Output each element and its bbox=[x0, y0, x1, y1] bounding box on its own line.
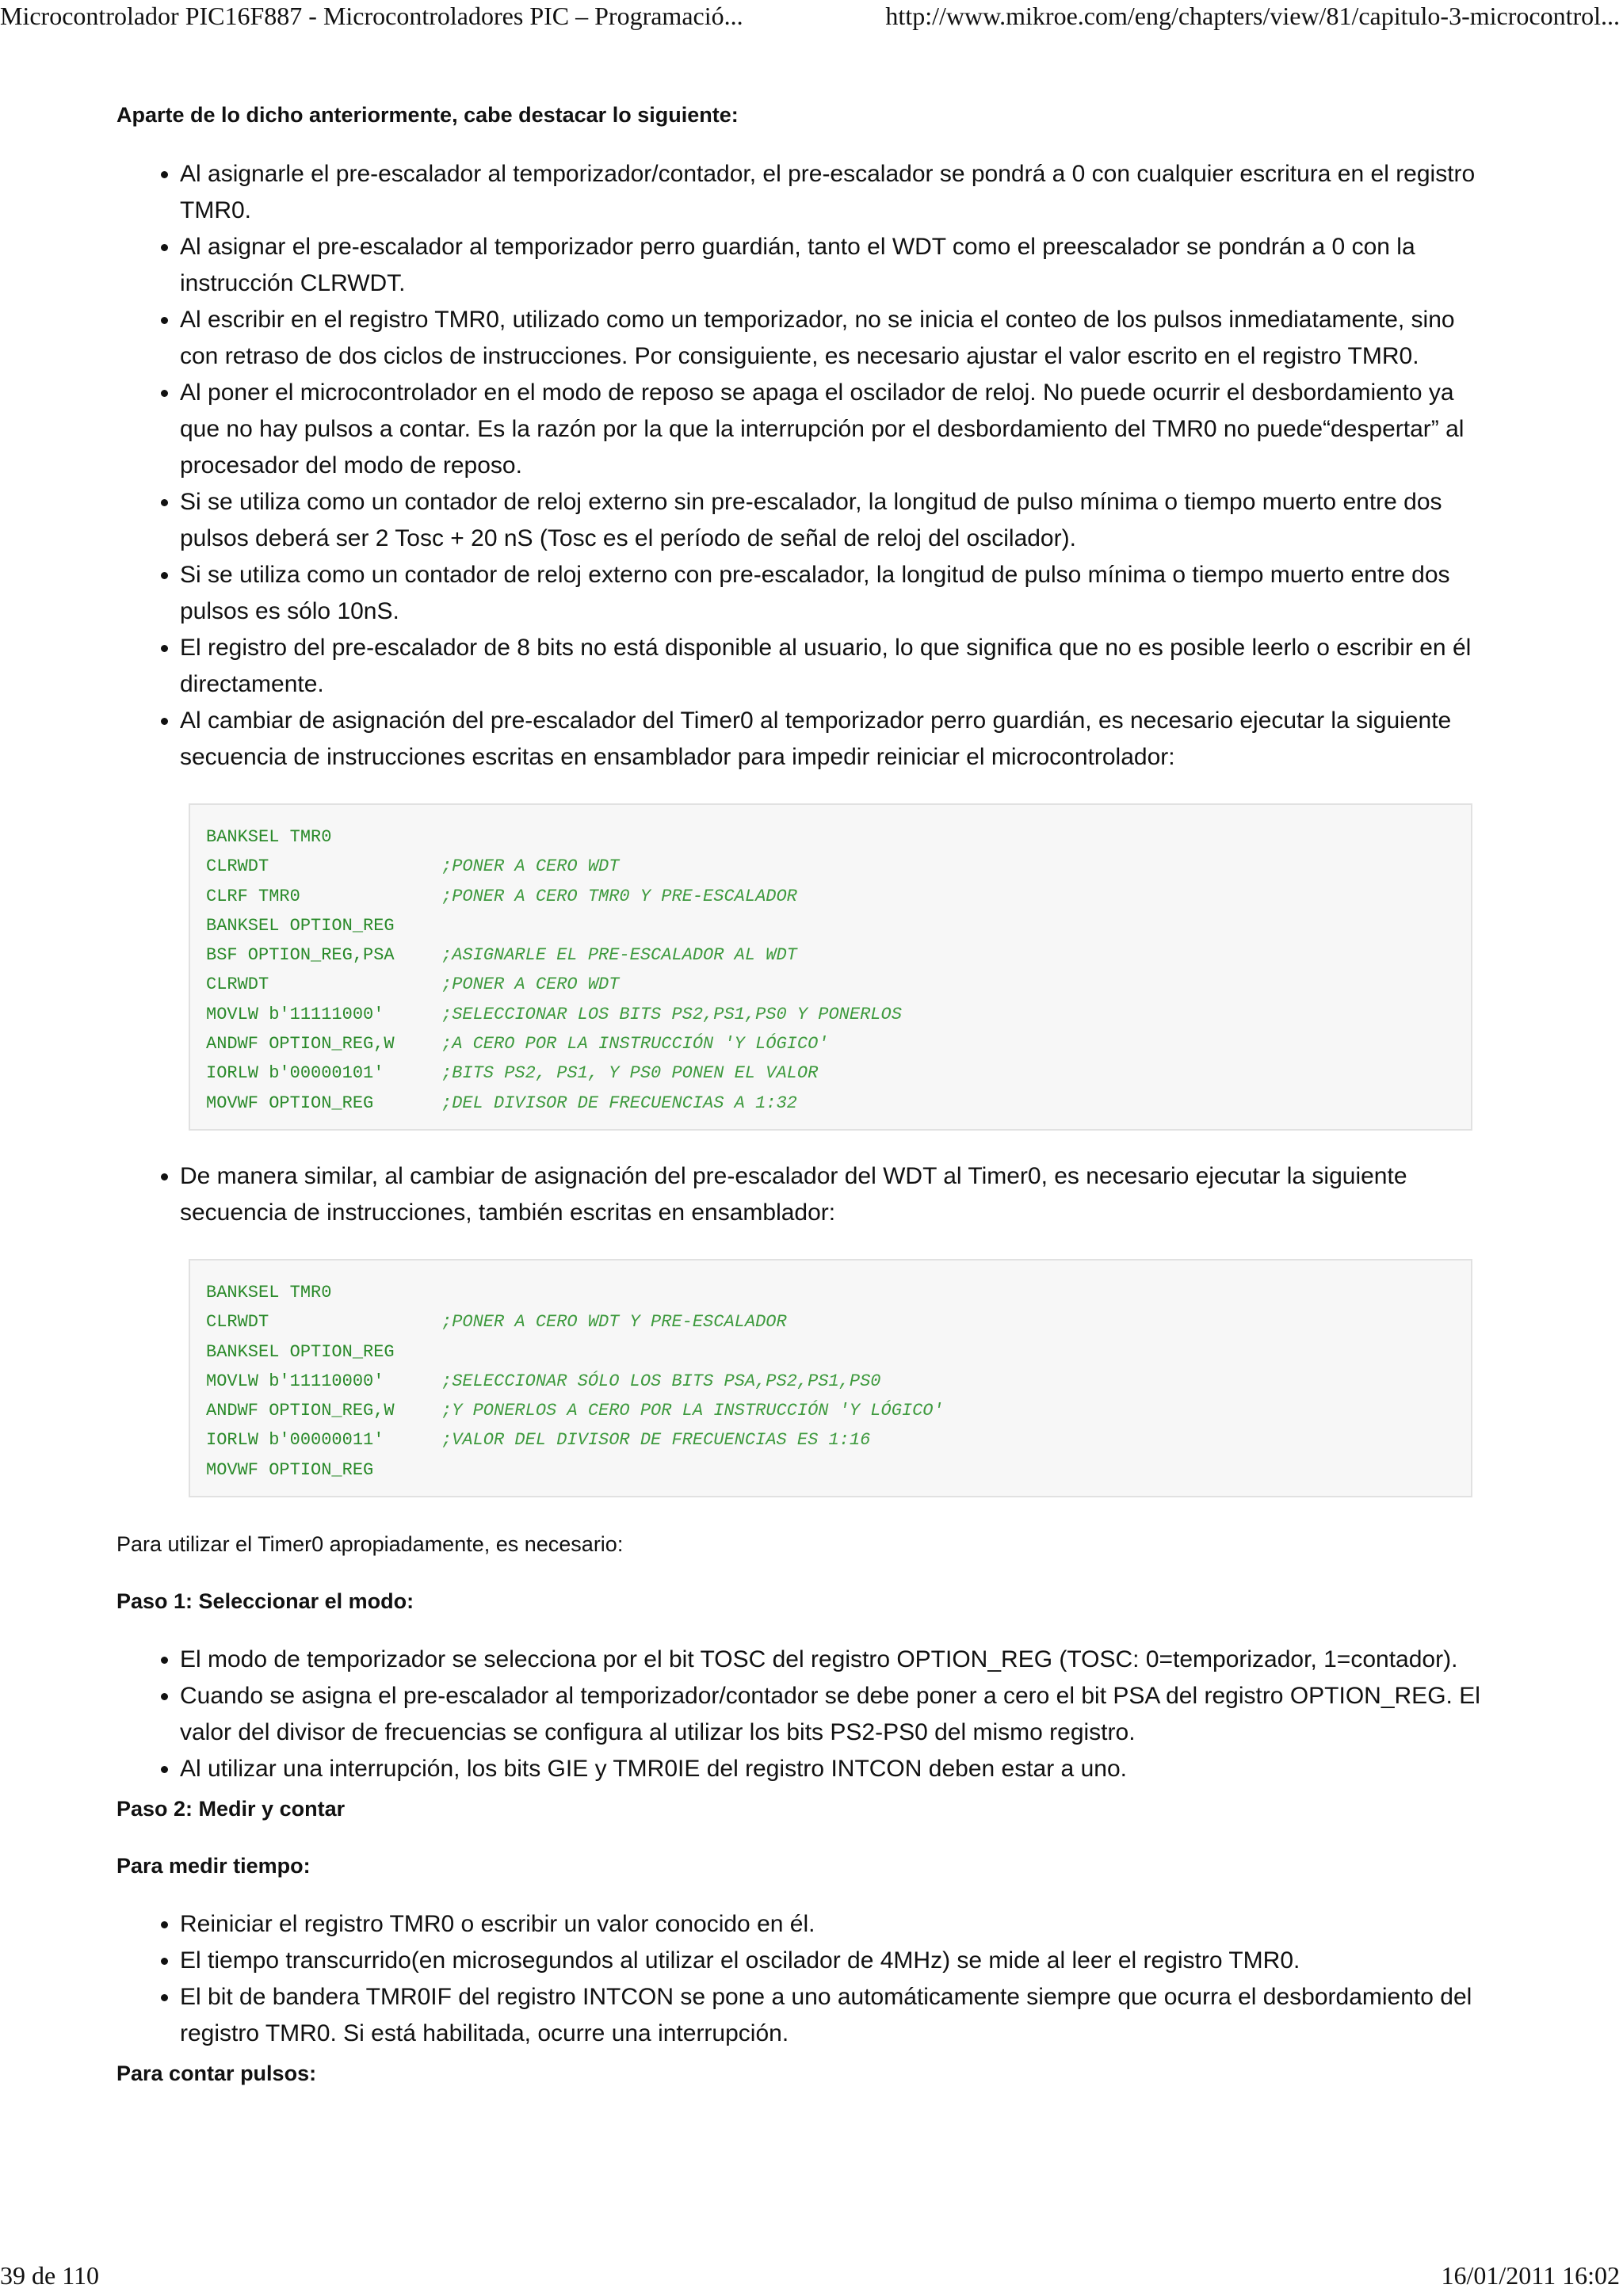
list-item: • El tiempo transcurrido(en microsegundos al utilizar el oscilador de 4MHz) se mide al leer el registro TMR0. bbox=[180, 1943, 1487, 1979]
code-line: IORLW b'00000101' ;BITS PS2, PS1, Y PS0 PONEN EL VALOR bbox=[206, 1063, 819, 1084]
print-datetime: 16/01/2011 16:02 bbox=[1441, 2261, 1620, 2290]
code-block bbox=[189, 803, 1472, 1131]
page-title: Microcontrolador PIC16F887 - Microcontroladores PIC – Programació... bbox=[0, 2, 743, 30]
list-item: • De manera similar, al cambiar de asignación del pre-escalador del WDT al Timer0, es necesario ejecutar la siguiente secuencia de instrucciones, también escritas en ensamblador: bbox=[180, 1158, 1487, 1231]
step1-heading: Paso 1: Seleccionar el modo: bbox=[116, 1589, 414, 1614]
list-item: • Al utilizar una interrupción, los bits GIE y TMR0IE del registro INTCON deben estar a uno. bbox=[180, 1751, 1487, 1787]
notes-list bbox=[116, 1158, 1487, 1231]
list-item: • El bit de bandera TMR0IF del registro INTCON se pone a uno automáticamente siempre que ocurra el desbordamiento del registro TMR0. Si está habilitada, ocurre una interrupción. bbox=[180, 1979, 1487, 2052]
code-line: BANKSEL OPTION_REG bbox=[206, 915, 395, 936]
page-url: http://www.mikroe.com/eng/chapters/view/81/capitulo-3-microcontrol... bbox=[885, 2, 1620, 30]
list-item: • Al poner el microcontrolador en el modo de reposo se apaga el oscilador de reloj. No puede ocurrir el desbordamiento ya que no hay pulsos a contar. Es la razón por la que la interrupción por el desbordamiento del TMR0 no puede“despertar” al procesador del modo de reposo. bbox=[180, 375, 1487, 484]
list-item: • Al cambiar de asignación del pre-escalador del Timer0 al temporizador perro guardián, es necesario ejecutar la siguiente secuencia de instrucciones escritas en ensamblador para impedir reiniciar el microcontrolador: bbox=[180, 703, 1487, 776]
code-line: ANDWF OPTION_REG,W ;A CERO POR LA INSTRUCCIÓN 'Y LÓGICO' bbox=[206, 1034, 829, 1055]
measure-list bbox=[116, 1906, 1487, 2052]
list-item: • El modo de temporizador se selecciona por el bit TOSC del registro OPTION_REG (TOSC: 0=temporizador, 1=contador). bbox=[180, 1642, 1487, 1678]
code-line: CLRWDT ;PONER A CERO WDT bbox=[206, 856, 620, 877]
intro-text: Para utilizar el Timer0 apropiadamente, es necesario: bbox=[116, 1532, 624, 1557]
code-line: MOVLW b'11111000' ;SELECCIONAR LOS BITS PS2,PS1,PS0 Y PONERLOS bbox=[206, 1004, 902, 1024]
list-item: • El registro del pre-escalador de 8 bits no está disponible al usuario, lo que significa que no es posible leerlo o escribir en él directamente. bbox=[180, 630, 1487, 703]
list-item: • Al escribir en el registro TMR0, utilizado como un temporizador, no se inicia el conteo de los pulsos inmediatamente, sino con retraso de dos ciclos de instrucciones. Por consiguiente, es necesario ajustar el valor escrito en el registro TMR0. bbox=[180, 302, 1487, 375]
code-line: ANDWF OPTION_REG,W ;Y PONERLOS A CERO POR LA INSTRUCCIÓN 'Y LÓGICO' bbox=[206, 1401, 944, 1421]
code-line: BANKSEL TMR0 bbox=[206, 1282, 332, 1302]
list-item: • Cuando se asigna el pre-escalador al temporizador/contador se debe poner a cero el bit PSA del registro OPTION_REG. El valor del divisor de frecuencias se configura al utilizar los bits PS2-PS0 del mismo registro. bbox=[180, 1678, 1487, 1751]
list-item: • Reiniciar el registro TMR0 o escribir un valor conocido en él. bbox=[180, 1906, 1487, 1943]
code-line: BSF OPTION_REG,PSA ;ASIGNARLE EL PRE-ESCALADOR AL WDT bbox=[206, 945, 797, 966]
measure-heading: Para medir tiempo: bbox=[116, 1854, 311, 1878]
code-line: CLRWDT ;PONER A CERO WDT bbox=[206, 974, 620, 995]
list-item: • Si se utiliza como un contador de reloj externo con pre-escalador, la longitud de pulso mínima o tiempo muerto entre dos pulsos es sólo 10nS. bbox=[180, 557, 1487, 630]
code-line: BANKSEL TMR0 bbox=[206, 827, 332, 847]
code-block bbox=[189, 1259, 1472, 1497]
section-heading: Aparte de lo dicho anteriormente, cabe destacar lo siguiente: bbox=[116, 103, 739, 127]
code-line: BANKSEL OPTION_REG bbox=[206, 1341, 395, 1362]
code-line: IORLW b'00000011' ;VALOR DEL DIVISOR DE FRECUENCIAS ES 1:16 bbox=[206, 1430, 871, 1451]
code-line: CLRWDT ;PONER A CERO WDT Y PRE-ESCALADOR bbox=[206, 1312, 787, 1333]
notes-list bbox=[116, 156, 1487, 776]
code-line: MOVWF OPTION_REG bbox=[206, 1459, 374, 1480]
code-line: MOVWF OPTION_REG ;DEL DIVISOR DE FRECUENCIAS A 1:32 bbox=[206, 1093, 797, 1113]
code-line: CLRF TMR0 ;PONER A CERO TMR0 Y PRE-ESCALADOR bbox=[206, 886, 797, 906]
page-number: 39 de 110 bbox=[0, 2261, 100, 2290]
list-item: • Al asignarle el pre-escalador al temporizador/contador, el pre-escalador se pondrá a 0 con cualquier escritura en el registro TMR0. bbox=[180, 156, 1487, 229]
list-item: • Al asignar el pre-escalador al temporizador perro guardián, tanto el WDT como el preescalador se pondrán a 0 con la instrucción CLRWDT. bbox=[180, 229, 1487, 302]
step2-heading: Paso 2: Medir y contar bbox=[116, 1797, 346, 1821]
list-item: • Si se utiliza como un contador de reloj externo sin pre-escalador, la longitud de pulso mínima o tiempo muerto entre dos pulsos deberá ser 2 Tosc + 20 nS (Tosc es el período de señal de reloj del oscilador). bbox=[180, 484, 1487, 557]
document-body bbox=[116, 97, 1487, 2092]
step1-list bbox=[116, 1642, 1487, 1787]
code-line: MOVLW b'11110000' ;SELECCIONAR SÓLO LOS BITS PSA,PS2,PS1,PS0 bbox=[206, 1371, 881, 1391]
count-heading: Para contar pulsos: bbox=[116, 2061, 317, 2086]
